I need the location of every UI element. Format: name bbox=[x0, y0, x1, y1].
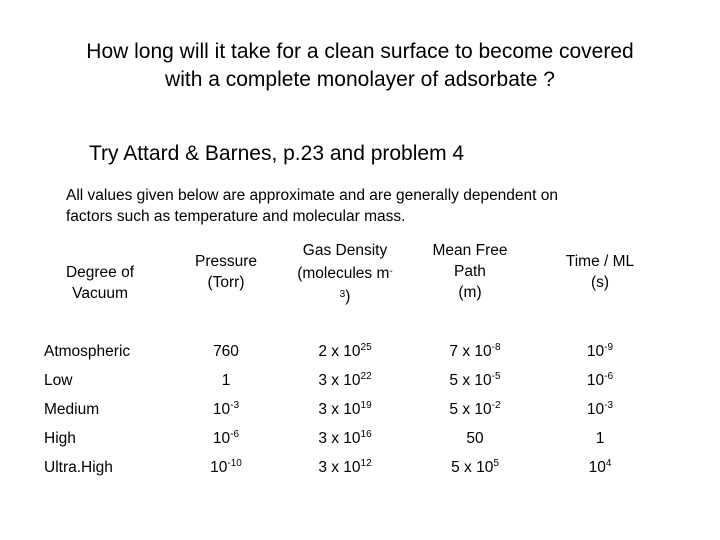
header-pressure bbox=[176, 251, 276, 293]
header-time-line-1: Time / ML bbox=[565, 253, 635, 270]
header-degree-of-vacuum bbox=[50, 262, 150, 304]
pressure-value: $10^{-10}$ bbox=[210, 458, 242, 476]
time-per-ml-value: 1 bbox=[595, 430, 605, 447]
gas-density-value: 3 x $10^{19}$ bbox=[318, 400, 372, 418]
slide-title bbox=[30, 38, 690, 94]
time-per-ml-value: $10^4$ bbox=[588, 458, 612, 476]
header-mean-free-path bbox=[415, 240, 525, 303]
pressure-value: 760 bbox=[213, 343, 239, 360]
header-density-line-2 bbox=[280, 261, 410, 284]
time-per-ml-value: $10^{-3}$ bbox=[586, 400, 614, 418]
time-per-ml-value: $10^{-9}$ bbox=[586, 342, 614, 360]
mean-free-path-value: 7 x $10^{-8}$ bbox=[449, 342, 501, 360]
row-label: Medium bbox=[44, 401, 100, 418]
header-mfp-line-3: (m) bbox=[458, 284, 482, 301]
header-vacuum-line-2: Vacuum bbox=[72, 285, 128, 302]
row-label: High bbox=[44, 430, 76, 447]
title-line-2: with a complete monolayer of adsorbate ? bbox=[165, 68, 555, 91]
pressure-value: $10^{-3}$ bbox=[212, 400, 240, 418]
header-density-sup-exponent: 3 bbox=[339, 289, 346, 300]
row-label: Low bbox=[44, 372, 73, 389]
gas-density-value: 2 x $10^{25}$ bbox=[318, 342, 372, 360]
header-density-close-paren: ) bbox=[345, 288, 351, 305]
mean-free-path-value: 5 x $10^{-5}$ bbox=[449, 371, 501, 389]
time-per-ml-value: $10^{-6}$ bbox=[586, 371, 614, 389]
approximation-note bbox=[66, 185, 666, 227]
gas-density-value: 3 x $10^{12}$ bbox=[318, 458, 372, 476]
header-density-sup-sign: - bbox=[389, 266, 393, 277]
row-label: Atmospheric bbox=[44, 343, 131, 360]
header-density-line-3 bbox=[280, 284, 410, 307]
header-time-line-2: (s) bbox=[590, 274, 610, 291]
note-line-1: All values given below are approximate and are generally dependent on bbox=[66, 187, 559, 204]
mean-free-path-value: 5 x $10^5$ bbox=[451, 458, 499, 476]
gas-density-value: 3 x $10^{16}$ bbox=[318, 429, 372, 447]
header-mfp-line-2: Path bbox=[454, 263, 486, 280]
row-label: Ultra.High bbox=[44, 459, 113, 476]
pressure-value: 1 bbox=[221, 372, 231, 389]
header-gas-density bbox=[280, 240, 410, 307]
note-line-2: factors such as temperature and molecular mass. bbox=[66, 208, 406, 225]
header-density-unit: (molecules m bbox=[297, 265, 390, 282]
mean-free-path-value: 5 x $10^{-2}$ bbox=[449, 400, 501, 418]
reference-subtitle: Try Attard & Barnes, p.23 and problem 4 bbox=[89, 142, 465, 165]
mean-free-path-value: 50 bbox=[466, 430, 484, 447]
header-pressure-line-2: (Torr) bbox=[207, 274, 245, 291]
pressure-value: $10^{-6}$ bbox=[212, 429, 240, 447]
title-line-1: How long will it take for a clean surface to become covered bbox=[86, 40, 634, 63]
header-pressure-line-1: Pressure bbox=[194, 253, 258, 270]
header-vacuum-line-1: Degree of bbox=[65, 264, 135, 281]
gas-density-value: 3 x $10^{22}$ bbox=[318, 371, 372, 389]
header-time-per-monolayer bbox=[545, 251, 655, 293]
header-density-line-1: Gas Density bbox=[302, 242, 388, 259]
header-mfp-line-1: Mean Free bbox=[432, 242, 508, 259]
